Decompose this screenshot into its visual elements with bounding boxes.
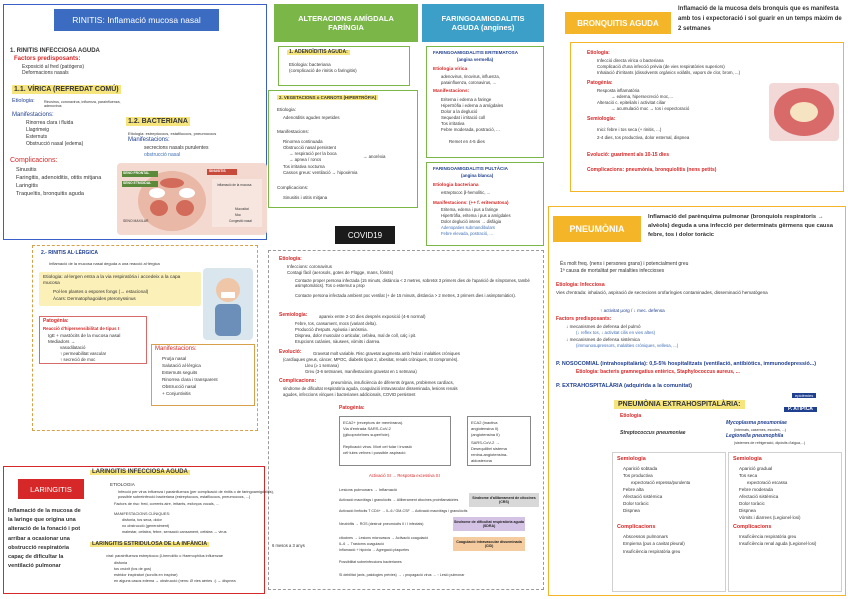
alergica-manif-box [151, 344, 255, 406]
faringo-manif-5: Tos irritativa [441, 121, 465, 126]
laringitis-manif-1: disfonia, tos seca, dolor [122, 518, 162, 522]
laringitis-etio-heading: ETIOLOGIA [110, 482, 135, 487]
rinitis-s12-etio: Etiologia: estreptococs, estafilococs, pneumococs [128, 131, 217, 136]
faringo-manif2-heading: Manifestacions: (++ f. eritematosa) [433, 200, 509, 205]
pneumonia-tag-epidemies: epidèmies [792, 393, 816, 398]
pneumonia-atip-4: (sistemes de refrigeració, dipòsits d'aigua,...) [734, 441, 806, 445]
rinitis-manif-4: Obstrucció nasal (edema) [26, 141, 84, 147]
covid-pato-box2-4: SARS-CoV-2 → [471, 440, 500, 445]
covid-semio-4: Dispnea, dolor muscular o articular, cefalea, mal de coll, calç i pit. [295, 333, 417, 338]
covid-etio-3: Contacte proper persona infectada (15 minuts, distància < 2 metres, sobretot 3 primers dies de l'aparició de símptomes, també asimptomàtics). Tos o esternut a prop [295, 278, 530, 289]
laringitis-s2-etio: viral: parainfluenza estreptococ β-hemolític o Haemophilus influenzae [106, 554, 223, 558]
laringitis-manif-heading: MANIFESTACIONS CLÍNIQUES: [114, 512, 171, 516]
covid-pato-box2-3: (angiotensina II) [471, 432, 500, 437]
alergica-pato-heading: Patogènia: [43, 318, 69, 324]
rinitis-compl-2: Faringitis, adenoiditis, otitis mitjana [16, 175, 102, 181]
covid-flow-10: SI debilitat (anis, patologies prèvies) → ↓ propagació virus → ↑ Lesió pulmonar [339, 573, 465, 577]
laringitis-content [84, 466, 305, 594]
rinitis-compl-3: Laringitis [16, 183, 39, 189]
pneumonia-nos-etio: Etiologia: bacteris gramnegatius entèrics, Staphylococcus aureus, ... [576, 369, 740, 375]
laringitis-s2-item-4: en alguns casos edema → obstrucció (nens: Ø vies aèries ↓) → dispnea [114, 579, 236, 583]
alteracions-s1-text-2: (complicació de rinitis o faringitis) [289, 68, 357, 73]
laringitis-title: LARINGITIS [18, 479, 84, 499]
laringitis-s2: LARINGITIS ESTRIDULOSA DE LA INFÀNCIA [92, 541, 208, 547]
pneumonia-atip-1: Mycoplasma pneumoniae [726, 420, 787, 426]
faringo-title: FARINGOAMIGDALITIS AGUDA (angines) [422, 4, 544, 42]
covid-semio-heading: Semiologia: [279, 312, 308, 318]
rinitis-compl-heading: Complicacions: [10, 157, 58, 164]
bronquitis-semio-heading: Semiologia: [587, 116, 616, 122]
alteracions-s2-box [268, 90, 418, 208]
sinusitis-illustration [117, 163, 267, 235]
faringo-manif-2: Hipertròfia i edema a amígdales [441, 103, 504, 108]
pneumonia-atip-2: (internats, casernes, escoles, ...) [734, 428, 786, 432]
pneumonia-compl-r-2: Insuficiència renal aguda (Legionel·losi) [739, 541, 817, 546]
alergica-manif-heading: Manifestacions: [155, 346, 197, 352]
rinitis-s12-title: 1.2. BACTERIANA [128, 118, 188, 125]
covid-flow-3: Activació macròfags i granulòcits → Alliberament citocines proinflamatòries [339, 498, 459, 502]
alteracions-etio: Etiologia: [277, 107, 296, 112]
covid-evol-3: Lleu (≥ 1 semana) [305, 363, 339, 368]
faringo-etio2-text: estreptococ β-hemolític, ... [441, 190, 491, 195]
faringo-manif-4: Sequedat i irritació coll [441, 115, 486, 120]
alteracions-manif-1: Rinorrea continuada [283, 139, 323, 144]
pneumonia-semio-r-2: Tos seca [739, 473, 758, 478]
alergica-title: 2.- RINITIS AL·LÈRGICA [41, 250, 99, 256]
pneumonia-semio-r-1: Aparició gradual [739, 466, 773, 471]
covid-evol-4: Greu (3-6 setmanes, manifestacions gravetat en 1 setmana) [305, 369, 417, 374]
laringitis-s1: LARINGITIS INFECCIOSA AGUDA [92, 469, 188, 475]
alergica-pato-item-1: IgE + mastòcits de la mucosa nasal [48, 333, 121, 338]
pneumonia-title: PNEUMÒNIA [553, 216, 641, 242]
covid-semio-3: Producció d'esputs. Agèusia i anòsmia. [295, 327, 368, 332]
alergica-manif-5: Obstrucció nasal [162, 384, 197, 389]
faringo-manif2-3: Dolor deglució intens → disfàgia [441, 219, 502, 224]
alergica-etio-item-2: Àcars: Dermatophagoides pteronyssinus [53, 296, 136, 301]
pneumonia-semio-l-3: expectoració espessa/purulenta [631, 480, 691, 485]
faringo-manif2-5: Febre elevada, postració, ... [441, 231, 493, 236]
laringitis-etio-3: Factors de risc: fred, corrents aire, irritants, esforços vocals, ... [114, 502, 219, 506]
covid-flow-8: Inflamació + hipòxia → Agregació plaquetes [339, 548, 410, 552]
alteracions-s1-box [278, 46, 410, 86]
img-label-mucositat: Mucositat [235, 207, 249, 211]
alergica-panel [32, 245, 258, 431]
alteracions-s1-text-1: Etiologia: bacteriana [289, 62, 331, 67]
covid-box-sdra: Síndrome de dificultat respiratòria aguda (SDRA) [453, 517, 525, 531]
pneumonia-semio-r-6: Dolor toràcic [739, 501, 765, 506]
pneumonia-factor-3: ↓ mecanismes de defensa sistèmica [566, 337, 640, 342]
rinitis-manif-2: Llagrimeig [26, 127, 50, 133]
bronquitis-etio-heading: Etiologia: [587, 50, 610, 56]
pneumonia-intro-2: 1ª causa de mortalitat per malalties infeccioses [560, 268, 665, 274]
covid-title: COVID19 [335, 226, 395, 244]
faringo-s1-title: FARINGOAMIGDALITIS ERITEMATOSA [433, 50, 519, 55]
alteracions-etio-text: Adenoïditis agudes repetides [283, 115, 340, 120]
covid-flow-1: Activació SI → Resposta excessiva SI [369, 473, 440, 478]
pneumonia-factors-heading: Factors predisposants: [556, 316, 612, 322]
covid-flow-7: IL-6 → Trastorns coagulació [339, 542, 384, 546]
pneumonia-etio2-heading: Etiologia [620, 413, 642, 419]
bronchus-illustration [769, 83, 839, 141]
rinitis-s11-title: 1.1. VÍRICA (REFREDAT COMÚ) [14, 86, 119, 93]
pneumonia-semio-l-7: Dispnea [623, 508, 640, 513]
covid-pato-heading: Patogènia: [339, 405, 365, 411]
covid-flow-2: Lesions pulmonars → Inflamació [339, 487, 398, 492]
rinitis-manif-3: Esternuts [26, 134, 48, 140]
alergica-pato-sub: Reacció d'hipersensibilitat de tipus I [43, 326, 119, 331]
covid-pato-box2-2: angiotensina II) [471, 426, 499, 431]
alergica-manif-4: Rinorrea clara i transparent [162, 377, 218, 382]
covid-etio-1: Infeccions: coronavirus [287, 264, 332, 269]
faringo-manif-3: Dolor a la deglució [441, 109, 478, 114]
pneumonia-semio-l-2: Tos productiva [623, 473, 653, 478]
pneumonia-semio-l-heading: Semiologia [617, 456, 646, 462]
alteracions-manif-3: → respiració per la boca [289, 151, 337, 156]
pneumonia-semio-l-5: Afectació sistèmica [623, 494, 663, 499]
covid-pato-box1-4: Replicació virus. Mort cel·lular i invasió [343, 444, 412, 449]
pneumonia-desc: Inflamació del parènquima pulmonar (bronquiols respiratoris → alvèols) deguda a una infecció per determinats gèrmens que causa febre, tos i dolor toràcic [648, 214, 833, 239]
rinitis-factor-1: Exposició al fred (patògens) [22, 64, 84, 70]
bronquitis-semio-2: 2-4 dies, tos productiva, dolor esternal, dispnea [597, 135, 690, 140]
allergy-person-icon [203, 268, 253, 340]
pneumonia-compl-l-2: Empiema (pus a cavitat pleural) [623, 541, 685, 546]
pneumonia-compl-l-3: Insuficiència respiratòria greu [623, 549, 681, 554]
rinitis-panel [3, 4, 267, 240]
pneumonia-semio-r-4: Febre moderada [739, 487, 773, 492]
faringo-s1-sub: (angina vermella) [457, 57, 494, 62]
faringo-manif-7: Remet en 4-5 dies [449, 139, 485, 144]
faringo-etio-2: parainfluenza, coronavirus, ... [441, 80, 496, 85]
alergica-manif-3: Esternuts seguits [162, 370, 198, 375]
covid-evol-1: Gravetat molt variable. Risc gravetat augmenta amb l'edat i malalties cròniques [313, 351, 460, 356]
laringitis-s2-item-3: estridor inspiratori (sorolls en inspirar) [114, 573, 178, 577]
pneumonia-right-box [728, 452, 842, 592]
bronquitis-semio-1: Inici: febre i tos seca (+ rinitis, ...) [597, 127, 662, 132]
pneumonia-strep: Streptococcus pneumoniae [620, 430, 686, 436]
laringitis-s2-age: 6 mesos a 3 anys [272, 543, 305, 548]
rinitis-s12-manif-1: secrecions nasals purulentes [144, 145, 209, 151]
alteracions-compl: Complicacions: [277, 185, 309, 190]
pneumonia-compl-l-heading: Complicacions [617, 524, 656, 530]
pneumonia-left-box [612, 452, 726, 592]
pneumonia-semio-r-8: Vòmits i diarrees (Legionel·losi) [739, 515, 801, 520]
faringo-etio-1: adenovirus, rinovirus, influenza, [441, 74, 500, 79]
faringo-etio-heading: Etiologia vírica [433, 67, 468, 72]
covid-pato-box1-3: (glicoproteïnes superfície). [343, 432, 391, 437]
pneumonia-extra: P. EXTRAHOSPITALÀRIA (adquirida a la comunitat) [556, 383, 693, 389]
laringitis-manif-2: no obstrucció (generalment) [122, 524, 170, 528]
faringo-s2-sub: (angina blanca) [461, 173, 494, 178]
rinitis-manif-1: Rinorrea clara i fluida [26, 120, 74, 126]
covid-panel [268, 250, 544, 590]
faringo-s1-box [426, 46, 544, 158]
pneumonia-vies2: ↑ activitat μorg / ↓ mec. defensa [600, 308, 665, 313]
pneumonia-tag-atipica: P. ATÍPICA [784, 407, 817, 412]
rinitis-s12-manif-heading: Manifestacions: [128, 137, 170, 143]
pneumonia-intro-1: És molt freq. (nens i persones grans) i potencialment greu [560, 261, 689, 267]
faringo-manif2-2: Hipertròfia, eritema i pus a amígdales [441, 213, 511, 218]
pneumonia-factor-4: (immunosupressors, malalties cròniques, vellesa, ...) [576, 343, 679, 348]
pneumonia-compl-r-heading: Complicacions [733, 524, 772, 530]
rinitis-compl-1: Sinusitis [16, 167, 37, 173]
bronquitis-etio-2: Complicació d'una infecció prèvia (de vies respiratòries superiors) [597, 64, 725, 69]
alergica-manif-6: + Conjuntivitis [162, 391, 191, 396]
bronquitis-desc: Inflamació de la mucosa dels bronquis que es manifesta amb tos i expectoració i sol guarir en un temps màxim de 2 setmanes [678, 6, 842, 32]
pneumonia-factor-2: (↓ reflex tos, ↓ activitat cilis en vies altes) [576, 330, 656, 335]
alergica-pato-sub-3: ↑ secreció de moc [60, 357, 96, 362]
pneumonia-compl-l-1: Abscessos pulmonars [623, 534, 668, 539]
alergica-etio-box [39, 272, 201, 306]
covid-evol-heading: Evolució: [279, 349, 302, 355]
alteracions-manif: Manifestacions: [277, 129, 309, 134]
pneumonia-semio-r-5: Afectació sistèmica [739, 494, 779, 499]
faringo-manif-1: Eritema i edema a faringe [441, 97, 492, 102]
covid-compl-2: síndrome de dificultat respiratòria aguda, coagulació intravascular disseminada, lesions renals [283, 386, 458, 391]
alergica-pato-item-2: Mediadors → [48, 339, 76, 344]
covid-semio-5: Erupcions cutànies, nàusees, vòmits i diarrea. [295, 339, 381, 344]
bronquitis-panel [570, 42, 844, 192]
pneumonia-semio-r-3: expectoració escassa [747, 480, 788, 485]
faringo-manif-heading: Manifestacions: [433, 89, 470, 94]
alergica-etio-item-1: Pol·len plantes o espores fongs (→ estacional) [53, 289, 149, 294]
rinitis-factor-2: Deformacions nasals [22, 70, 69, 76]
alergica-intro: Inflamació de la mucosa nasal deguda a una reacció al·lèrgica [49, 261, 160, 266]
rinitis-factors-heading: Factors predisposants: [14, 56, 81, 62]
covid-pato-box2-6: renina-angiotensina- [471, 452, 508, 457]
bronquitis-pato-2: → edema, hipersecreció moc,... [611, 94, 673, 99]
bronquitis-compl: Complicacions: pneumònia, bronquiolitis (nens petits) [587, 167, 717, 173]
pneumonia-semio-l-1: Aparició sobtada [623, 466, 658, 471]
bronchus-icon [769, 83, 839, 141]
covid-pato-box2-5: Desequilibri sistema [471, 446, 507, 451]
bronquitis-pato-3: Alteració c. epitelials i activitat ciliar [597, 100, 666, 105]
covid-etio-2: Contagi fàcil (aerosols, gotes de Flügge, mans, fòmits) [287, 270, 394, 275]
alteracions-s1-title: 1. ADENOÏDITIS AGUDA: [289, 49, 348, 55]
covid-pato-box-1 [339, 416, 451, 466]
bronquitis-etio-3: Inhalació d'irritants (dissolvents orgànics volàtils, vapors de clor, brom, ...) [597, 70, 741, 75]
bronquitis-pato-4: → acumulació moc → tos i expectoració [611, 106, 690, 111]
pneumonia-semio-l-6: Dolor toràcic [623, 501, 649, 506]
rinitis-compl-4: Traqueïtis, bronquitis aguda [16, 191, 84, 197]
bronquitis-etio-1: Infecció directa vírica o bacteriana [597, 58, 664, 63]
covid-box-crs: Síndrome d'alliberament de citocines (CRS) [469, 493, 539, 507]
covid-etio-4: Contacte persona infectada ambient poc ventilat (+ de 15 minuts, distància > 2 metres, 3 primers dies i asimptomàtics). [295, 293, 516, 298]
laringitis-s2-item-2: tos cruixit (tos de gos) [114, 567, 152, 571]
pneumonia-etio: Etiologia: Infecciosa [556, 282, 605, 288]
covid-flow-5: Neutròfils → ROS (destruir pneumòcits II i I infectats) [339, 522, 424, 526]
covid-semio-1: apareix entre 2-10 dies després exposició (4-6 normal) [319, 314, 426, 319]
covid-compl-1: pneumònia, insuficiència de diferents òrgans, problemes cardíacs, [331, 380, 454, 385]
bronquitis-pato-1: Resposta inflamatòria [597, 88, 640, 93]
covid-flow-9: Possibilitat sobreinfeccions bacterianes [339, 560, 402, 564]
rinitis-s1-title: 1. RINITIS INFECCIOSA AGUDA [10, 48, 100, 54]
covid-flow-6: citocines → Lesions microvasos → Activació coagulació [339, 536, 429, 540]
alteracions-title: ALTERACIONS AMÍGDALA FARÍNGIA [274, 4, 418, 42]
alergica-manif-2: Salutació al·lèrgica [162, 363, 201, 368]
faringo-s2-box [426, 162, 544, 246]
alergica-etio: Etiologia: al·lergen entra a la via respiratòria i accedeix a la capa mucosa [43, 275, 181, 286]
pneumonia-semio-r-7: Dispnea [739, 508, 756, 513]
pneumonia-vies: Vies d'entrada: inhalació, aspiració de secrecions orofaríngies contaminades, disseminació hematògena [556, 290, 768, 295]
rinitis-etio-heading: Etiologia: [12, 98, 35, 104]
faringo-etio2-heading: Etiologia bacteriana [433, 183, 479, 188]
covid-pato-box1-1: ECA2+ (receptors de membrana). [343, 420, 404, 425]
faringo-manif2-1: Eritema, edema i pus a faringe [441, 207, 499, 212]
img-label-seno-maxilar: SENO MAXILAR [123, 219, 149, 223]
covid-evol-2: (cardíaques greus, càncer, MPOC, diabetis tipus 2, obesitat, renals cròniques, SI compromès). [283, 357, 459, 362]
img-label-congestio: Congestió nasal [229, 219, 252, 223]
covid-semio-2: Febre, tos, cansament, mocs (variant delta). [295, 321, 377, 326]
covid-box-cid: Coagulació intravascular disseminada (CID) [453, 537, 525, 551]
laringitis-manif-3: malestar, cefalea, febre, sensació cansament, cefalea → virus [122, 530, 227, 534]
pneumonia-factor-1: ↓ mecanismes de defensa del pulmó [566, 324, 641, 329]
alergica-pato-sub-1: vasodilatació [60, 345, 86, 350]
alteracions-manif-6: Cassos greus: ventilació → hipoxèmia [283, 170, 358, 175]
rinitis-etio-text: Rinovirus, coronavirus, influenza, parainfluenza, adenovirus [44, 100, 121, 109]
alergica-manif-1: Pruïja nasal [162, 356, 187, 361]
covid-pato-box1-2: Via d'entrada SARS-CoV-2 [343, 426, 391, 431]
bronquitis-evol: Evolució: guariment als 10-15 dies [587, 152, 669, 158]
covid-flow-4: Activació limfòcits T CD4+ → IL-6 / GM-CSF → Activació macròfags i granulòcits [339, 509, 468, 513]
alergica-pato-sub-2: ↑ permeabilitat vascular [60, 351, 107, 356]
covid-pato-box-2 [467, 416, 531, 466]
pneumonia-extra-title: PNEUMÒNIA EXTRAHOSPITALÀRIA: [614, 400, 745, 409]
alteracions-anorexia: → anorèxia [363, 154, 386, 159]
alergica-pato-box [39, 316, 147, 364]
laringitis-etio-2: possible sobreinfecció bacteriana (estreptococs, estafilococs, pneumococs, ...) [118, 495, 251, 499]
covid-pato-box2-7: aldosterona [471, 458, 492, 463]
covid-compl-heading: Complicacions: [279, 378, 317, 384]
rinitis-s12-manif-2: obstrucció nasal [144, 152, 181, 158]
covid-etio-heading: Etiologia: [279, 256, 302, 262]
rinitis-manif-heading: Manifestacions: [12, 112, 54, 118]
laringitis-etio-1: Infecció per virus influenza i parainfluenza (per complicació de rinitis o de faringoamigdalitis), [118, 490, 274, 494]
img-label-seno-frontal: SENO FRONTAL [123, 171, 150, 175]
pneumonia-atip-3: Legionella pneumophila [726, 433, 784, 439]
covid-pato-box1-5: cèl·lules veïnes i possible aspiració [343, 450, 406, 455]
alteracions-compl-1: Sinusitis i otitis mitjana [283, 195, 328, 200]
alteracions-manif-2: Obstrucció nasal persistent [283, 145, 336, 150]
alteracions-s2-title: 2. VEGETACIONS o CARNOTS (HIPERTRÒFIA) [279, 95, 377, 100]
pneumonia-nosocomial: P. NOSOCOMIAL (intrahospitalària): 0,5-5% hospitalitzats (ventilació, antibiòtics, immunodepressió...) [556, 361, 817, 367]
img-label-inflamacio: Inflamació de la mucosa [217, 183, 252, 187]
covid-compl-3: agudes, infeccions víriques i bacterianes addicionals, COVID persistent [283, 392, 416, 397]
pneumonia-semio-l-4: Febre alta [623, 487, 644, 492]
bronquitis-title: BRONQUITIS AGUDA [565, 12, 671, 34]
pneumonia-compl-r-1: Insuficiència respiratòria greu [739, 534, 797, 539]
alteracions-manif-5: Tos irritativa nocturna [283, 164, 325, 169]
faringo-manif-6: Febre moderada, postració, ... [441, 127, 500, 132]
faringo-s2-title: FARINGOAMIGDALITIS PULTÀCIA [433, 166, 508, 171]
img-label-seno-etmoidal: SENO ETMOIDAL [123, 181, 152, 185]
img-label-moc: Moc [235, 213, 242, 217]
bronquitis-pato-heading: Patogènia: [587, 80, 613, 86]
faringo-manif2-4: Adenopaties submandibulars [441, 225, 496, 230]
pneumonia-semio-r-heading: Semiologia [733, 456, 762, 462]
allergy-illustration [203, 268, 253, 340]
laringitis-s2-item-1: disfonia [114, 561, 128, 565]
alteracions-manif-4: → apnea / roncs [289, 157, 322, 162]
covid-pato-box2-1: ECA2 (inactiva [471, 420, 498, 425]
rinitis-title: RINITIS: Inflamació mucosa nasal [54, 9, 219, 31]
img-label-sinusitis: SINUSITIS [209, 169, 226, 173]
laringitis-desc: Inflamació de la mucosa de la laringe que origina una alteració de la fonació i pot arribar a ocasionar una obstrucció respiratòria capaç de dificultar la ventilació pulmonar [8, 508, 81, 570]
